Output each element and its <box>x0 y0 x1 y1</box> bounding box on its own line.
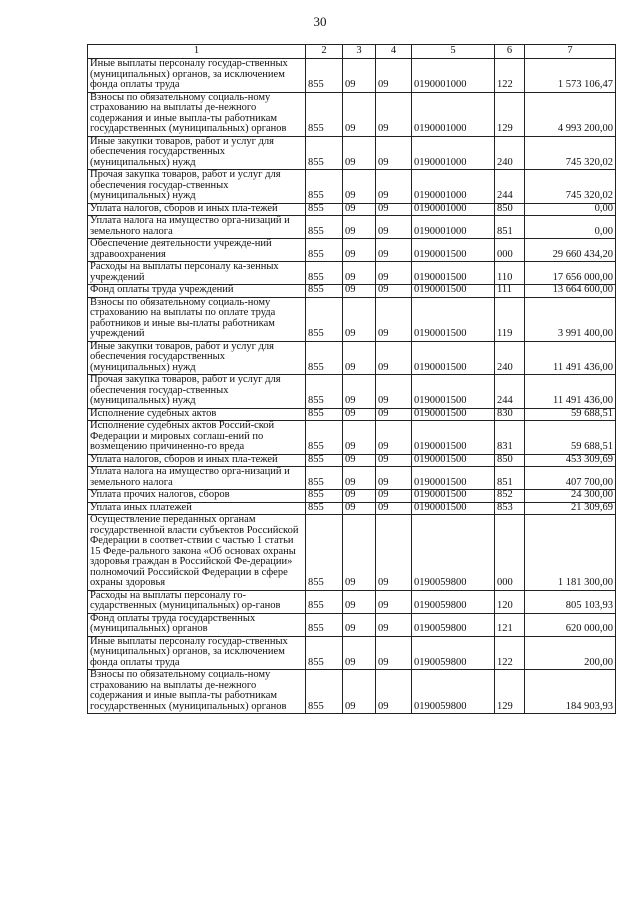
row-target-article: 0190059800 <box>412 613 495 636</box>
row-ved-code: 855 <box>306 239 343 262</box>
row-amount: 200,00 <box>525 636 616 670</box>
header-col-2: 2 <box>306 45 343 59</box>
row-section-code: 09 <box>343 136 376 170</box>
row-section-code: 09 <box>343 203 376 216</box>
row-amount: 453 309,69 <box>525 454 616 467</box>
header-row <box>88 45 616 59</box>
row-target-article: 0190001500 <box>412 408 495 421</box>
row-expense-type: 244 <box>495 170 525 204</box>
row-amount: 0,00 <box>525 203 616 216</box>
row-section-code: 09 <box>343 467 376 490</box>
row-name: Уплата налога на имущество орга-низаций и земельного налога <box>88 216 306 239</box>
row-amount: 59 688,51 <box>525 408 616 421</box>
row-name: Исполнение судебных актов <box>88 408 306 421</box>
row-amount: 805 103,93 <box>525 590 616 613</box>
row-expense-type: 851 <box>495 467 525 490</box>
row-subsection-code: 09 <box>376 170 412 204</box>
row-target-article: 0190001500 <box>412 285 495 298</box>
table-row <box>88 170 616 204</box>
row-expense-type: 850 <box>495 203 525 216</box>
row-amount: 29 660 434,20 <box>525 239 616 262</box>
row-ved-code: 855 <box>306 203 343 216</box>
row-ved-code: 855 <box>306 408 343 421</box>
row-name: Уплата иных платежей <box>88 502 306 515</box>
row-ved-code: 855 <box>306 136 343 170</box>
row-target-article: 0190001000 <box>412 203 495 216</box>
row-name: Иные выплаты персоналу государ-ственных (муниципальных) органов, за исключением фонда оплаты труда <box>88 59 306 93</box>
row-expense-type: 851 <box>495 216 525 239</box>
row-amount: 620 000,00 <box>525 613 616 636</box>
row-ved-code: 855 <box>306 170 343 204</box>
header-col-3: 3 <box>343 45 376 59</box>
row-ved-code: 855 <box>306 613 343 636</box>
row-target-article: 0190001000 <box>412 92 495 136</box>
table-row <box>88 590 616 613</box>
table-row <box>88 490 616 503</box>
table-row <box>88 454 616 467</box>
row-subsection-code: 09 <box>376 297 412 341</box>
row-target-article: 0190001500 <box>412 341 495 375</box>
row-target-article: 0190001000 <box>412 59 495 93</box>
row-name: Расходы на выплаты персоналу го-сударственных (муниципальных) ор-ганов <box>88 590 306 613</box>
row-subsection-code: 09 <box>376 502 412 515</box>
row-section-code: 09 <box>343 613 376 636</box>
row-subsection-code: 09 <box>376 515 412 591</box>
row-target-article: 0190001500 <box>412 502 495 515</box>
row-section-code: 09 <box>343 502 376 515</box>
table-row <box>88 421 616 455</box>
row-name: Иные закупки товаров, работ и услуг для обеспечения государственных (муниципальных) нужд <box>88 341 306 375</box>
row-name: Взносы по обязательному социаль-ному страхованию на выплаты по оплате труда работников и иные вы-платы работникам учреждений <box>88 297 306 341</box>
row-subsection-code: 09 <box>376 613 412 636</box>
row-subsection-code: 09 <box>376 136 412 170</box>
row-target-article: 0190059800 <box>412 670 495 714</box>
row-section-code: 09 <box>343 216 376 239</box>
row-amount: 407 700,00 <box>525 467 616 490</box>
row-section-code: 09 <box>343 297 376 341</box>
header-col-6: 6 <box>495 45 525 59</box>
row-target-article: 0190001500 <box>412 421 495 455</box>
row-ved-code: 855 <box>306 297 343 341</box>
row-section-code: 09 <box>343 454 376 467</box>
row-target-article: 0190001500 <box>412 375 495 409</box>
row-expense-type: 244 <box>495 375 525 409</box>
row-subsection-code: 09 <box>376 408 412 421</box>
page-number: 30 <box>313 14 327 29</box>
row-section-code: 09 <box>343 341 376 375</box>
row-subsection-code: 09 <box>376 92 412 136</box>
row-subsection-code: 09 <box>376 421 412 455</box>
row-target-article: 0190059800 <box>412 590 495 613</box>
row-amount: 0,00 <box>525 216 616 239</box>
row-section-code: 09 <box>343 262 376 285</box>
row-amount: 21 309,69 <box>525 502 616 515</box>
row-target-article: 0190059800 <box>412 636 495 670</box>
row-amount: 184 903,93 <box>525 670 616 714</box>
row-target-article: 0190001500 <box>412 490 495 503</box>
row-ved-code: 855 <box>306 590 343 613</box>
table-row <box>88 136 616 170</box>
row-expense-type: 111 <box>495 285 525 298</box>
row-ved-code: 855 <box>306 670 343 714</box>
row-ved-code: 855 <box>306 502 343 515</box>
row-expense-type: 240 <box>495 136 525 170</box>
row-section-code: 09 <box>343 421 376 455</box>
table-row <box>88 341 616 375</box>
header-col-5: 5 <box>412 45 495 59</box>
table-row <box>88 515 616 591</box>
row-target-article: 0190001000 <box>412 216 495 239</box>
row-subsection-code: 09 <box>376 239 412 262</box>
row-ved-code: 855 <box>306 467 343 490</box>
row-expense-type: 129 <box>495 92 525 136</box>
row-section-code: 09 <box>343 285 376 298</box>
row-subsection-code: 09 <box>376 59 412 93</box>
row-ved-code: 855 <box>306 285 343 298</box>
row-expense-type: 129 <box>495 670 525 714</box>
table-row <box>88 408 616 421</box>
row-section-code: 09 <box>343 239 376 262</box>
row-amount: 11 491 436,00 <box>525 375 616 409</box>
row-expense-type: 850 <box>495 454 525 467</box>
row-target-article: 0190059800 <box>412 515 495 591</box>
row-amount: 24 300,00 <box>525 490 616 503</box>
row-expense-type: 120 <box>495 590 525 613</box>
table-row <box>88 92 616 136</box>
row-target-article: 0190001000 <box>412 136 495 170</box>
row-amount: 17 656 000,00 <box>525 262 616 285</box>
row-subsection-code: 09 <box>376 467 412 490</box>
table-row <box>88 285 616 298</box>
row-subsection-code: 09 <box>376 285 412 298</box>
row-ved-code: 855 <box>306 636 343 670</box>
row-name: Исполнение судебных актов Россий-ской Федерации и мировых соглаш-ений по возмещению причиненно-го вреда <box>88 421 306 455</box>
header-col-4: 4 <box>376 45 412 59</box>
row-name: Уплата прочих налогов, сборов <box>88 490 306 503</box>
row-name: Фонд оплаты труда государственных (муниципальных) органов <box>88 613 306 636</box>
table-row <box>88 59 616 93</box>
row-expense-type: 122 <box>495 636 525 670</box>
row-section-code: 09 <box>343 670 376 714</box>
row-subsection-code: 09 <box>376 203 412 216</box>
row-expense-type: 119 <box>495 297 525 341</box>
row-name: Уплата налогов, сборов и иных пла-тежей <box>88 203 306 216</box>
table-row <box>88 262 616 285</box>
row-name: Уплата налогов, сборов и иных пла-тежей <box>88 454 306 467</box>
row-subsection-code: 09 <box>376 375 412 409</box>
row-name: Расходы на выплаты персоналу ка-зенных учреждений <box>88 262 306 285</box>
row-subsection-code: 09 <box>376 454 412 467</box>
table-row <box>88 467 616 490</box>
table-row <box>88 636 616 670</box>
table-row <box>88 502 616 515</box>
row-name: Взносы по обязательному социаль-ному страхованию на выплаты де-нежного содержания и иные выпла-ты работникам государственных (муниципальных) органов <box>88 670 306 714</box>
row-target-article: 0190001500 <box>412 262 495 285</box>
row-name: Прочая закупка товаров, работ и услуг для обеспечения государ-ственных (муниципальных) нужд <box>88 170 306 204</box>
row-section-code: 09 <box>343 515 376 591</box>
row-ved-code: 855 <box>306 216 343 239</box>
row-target-article: 0190001500 <box>412 239 495 262</box>
row-name: Осуществление переданных органам государственной власти субъектов Российской Федерации в соответ-ствии с частью 1 статьи 15 Феде-рального закона «Об основах охраны здоровья граждан в Российской Фе-дерации» полномочий Российской Федерации в сфере охраны здоровья <box>88 515 306 591</box>
row-subsection-code: 09 <box>376 490 412 503</box>
row-target-article: 0190001500 <box>412 467 495 490</box>
row-ved-code: 855 <box>306 262 343 285</box>
row-section-code: 09 <box>343 636 376 670</box>
row-expense-type: 122 <box>495 59 525 93</box>
row-expense-type: 110 <box>495 262 525 285</box>
row-expense-type: 000 <box>495 239 525 262</box>
row-expense-type: 852 <box>495 490 525 503</box>
row-target-article: 0190001500 <box>412 454 495 467</box>
table-row <box>88 613 616 636</box>
row-expense-type: 121 <box>495 613 525 636</box>
row-section-code: 09 <box>343 490 376 503</box>
header-col-7: 7 <box>525 45 616 59</box>
row-ved-code: 855 <box>306 421 343 455</box>
row-ved-code: 855 <box>306 490 343 503</box>
row-expense-type: 000 <box>495 515 525 591</box>
row-expense-type: 830 <box>495 408 525 421</box>
table-row <box>88 203 616 216</box>
row-amount: 1 573 106,47 <box>525 59 616 93</box>
row-expense-type: 831 <box>495 421 525 455</box>
table-row <box>88 239 616 262</box>
row-amount: 4 993 200,00 <box>525 92 616 136</box>
row-ved-code: 855 <box>306 454 343 467</box>
row-amount: 59 688,51 <box>525 421 616 455</box>
row-subsection-code: 09 <box>376 262 412 285</box>
row-ved-code: 855 <box>306 59 343 93</box>
row-subsection-code: 09 <box>376 670 412 714</box>
row-section-code: 09 <box>343 408 376 421</box>
table-row <box>88 375 616 409</box>
row-expense-type: 853 <box>495 502 525 515</box>
table-body <box>88 59 616 714</box>
row-amount: 745 320,02 <box>525 170 616 204</box>
row-name: Иные закупки товаров, работ и услуг для обеспечения государственных (муниципальных) нужд <box>88 136 306 170</box>
row-target-article: 0190001500 <box>412 297 495 341</box>
row-section-code: 09 <box>343 59 376 93</box>
row-section-code: 09 <box>343 170 376 204</box>
row-amount: 1 181 300,00 <box>525 515 616 591</box>
table-row <box>88 216 616 239</box>
row-name: Уплата налога на имущество орга-низаций и земельного налога <box>88 467 306 490</box>
row-target-article: 0190001000 <box>412 170 495 204</box>
table-row <box>88 297 616 341</box>
row-subsection-code: 09 <box>376 636 412 670</box>
row-ved-code: 855 <box>306 92 343 136</box>
row-name: Обеспечение деятельности учрежде-ний здравоохранения <box>88 239 306 262</box>
row-name: Фонд оплаты труда учреждений <box>88 285 306 298</box>
row-subsection-code: 09 <box>376 590 412 613</box>
row-name: Иные выплаты персоналу государ-ственных (муниципальных) органов, за исключением фонда оплаты труда <box>88 636 306 670</box>
row-amount: 11 491 436,00 <box>525 341 616 375</box>
row-expense-type: 240 <box>495 341 525 375</box>
row-section-code: 09 <box>343 375 376 409</box>
row-section-code: 09 <box>343 92 376 136</box>
header-col-1: 1 <box>88 45 306 59</box>
table-row <box>88 670 616 714</box>
row-ved-code: 855 <box>306 341 343 375</box>
row-subsection-code: 09 <box>376 216 412 239</box>
row-amount: 745 320,02 <box>525 136 616 170</box>
budget-table <box>87 44 616 714</box>
row-ved-code: 855 <box>306 515 343 591</box>
row-ved-code: 855 <box>306 375 343 409</box>
row-name: Взносы по обязательному социаль-ному страхованию на выплаты де-нежного содержания и иные выпла-ты работникам государственных (муниципальных) органов <box>88 92 306 136</box>
row-amount: 3 991 400,00 <box>525 297 616 341</box>
row-name: Прочая закупка товаров, работ и услуг для обеспечения государ-ственных (муниципальных) нужд <box>88 375 306 409</box>
row-section-code: 09 <box>343 590 376 613</box>
row-subsection-code: 09 <box>376 341 412 375</box>
row-amount: 13 664 600,00 <box>525 285 616 298</box>
